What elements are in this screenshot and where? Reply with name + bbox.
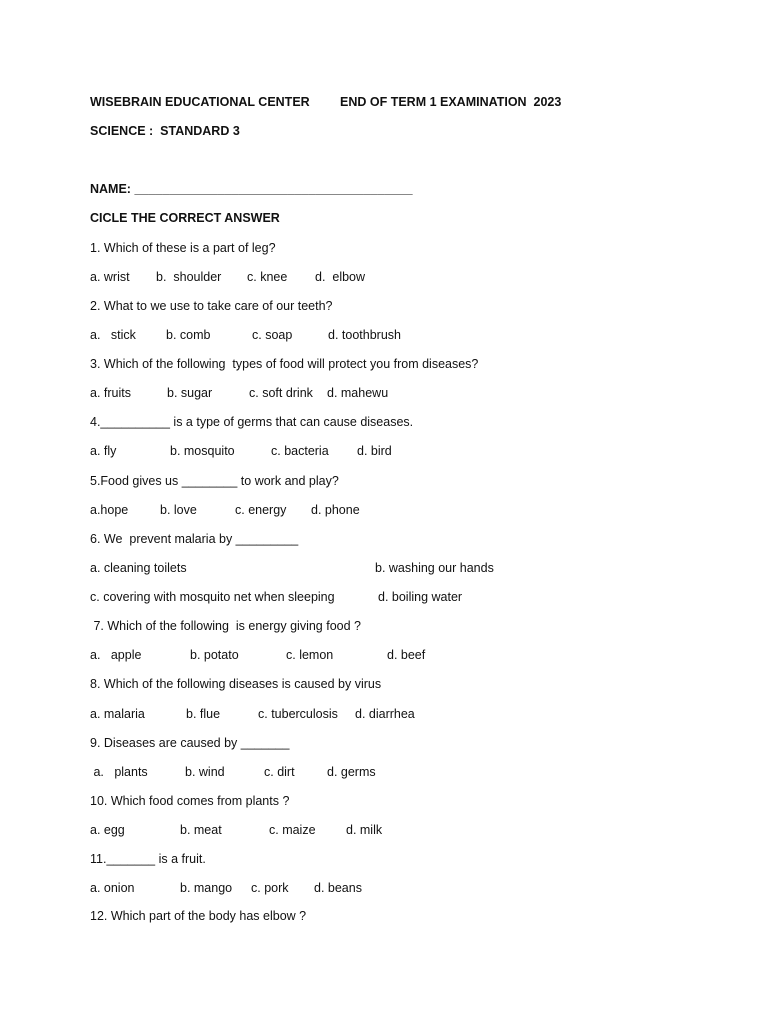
q10-option-c: c. maize (269, 823, 316, 837)
question-7: 7. Which of the following is energy giving food ? (90, 619, 361, 633)
question-9: 9. Diseases are caused by _______ (90, 736, 290, 750)
q8-option-b: b. flue (186, 707, 221, 721)
q11-option-b: b. mango (180, 881, 233, 895)
question-11: 11._______ is a fruit. (90, 852, 206, 866)
q6-option-d: d. boiling water (378, 590, 463, 604)
q9-option-c: c. dirt (264, 765, 295, 779)
q1-option-b: b. shoulder (156, 270, 222, 284)
subject-line: SCIENCE : STANDARD 3 (90, 124, 240, 138)
q10-option-a: a. egg (90, 823, 125, 837)
question-2: 2. What to we use to take care of our teeth? (90, 299, 333, 313)
q1-option-c: c. knee (247, 270, 288, 284)
q2-option-b: b. comb (166, 328, 211, 342)
q8-option-a: a. malaria (90, 707, 145, 721)
q2-option-c: c. soap (252, 328, 293, 342)
q3-option-d: d. mahewu (327, 386, 389, 400)
q7-option-a: a. apple (90, 648, 142, 662)
q11-option-a: a. onion (90, 881, 135, 895)
q4-option-a: a. fly (90, 444, 117, 458)
q4-option-d: d. bird (357, 444, 392, 458)
q7-option-c: c. lemon (286, 648, 334, 662)
q1-option-d: d. elbow (315, 270, 366, 284)
q3-option-b: b. sugar (167, 386, 213, 400)
question-10: 10. Which food comes from plants ? (90, 794, 290, 808)
question-4: 4.__________ is a type of germs that can cause diseases. (90, 415, 414, 429)
q9-option-b: b. wind (185, 765, 225, 779)
q9-option-a: a. plants (90, 765, 148, 779)
q6-option-c: c. covering with mosquito net when sleeping (90, 590, 335, 604)
q4-option-c: c. bacteria (271, 444, 329, 458)
q5-option-b: b. love (160, 503, 197, 517)
q8-option-c: c. tuberculosis (258, 707, 338, 721)
question-5: 5.Food gives us ________ to work and play? (90, 474, 339, 488)
q2-option-d: d. toothbrush (328, 328, 401, 342)
school-name: WISEBRAIN EDUCATIONAL CENTER (90, 95, 310, 109)
exam-title: END OF TERM 1 EXAMINATION 2023 (340, 95, 562, 109)
name-field-label: NAME: ________________________________________ (90, 182, 413, 196)
q3-option-c: c. soft drink (249, 386, 313, 400)
q4-option-b: b. mosquito (170, 444, 235, 458)
question-8: 8. Which of the following diseases is caused by virus (90, 677, 382, 691)
q6-option-b: b. washing our hands (375, 561, 494, 575)
question-6: 6. We prevent malaria by _________ (90, 532, 299, 546)
q10-option-d: d. milk (346, 823, 383, 837)
question-12: 12. Which part of the body has elbow ? (90, 909, 307, 923)
q1-option-a: a. wrist (90, 270, 130, 284)
q8-option-d: d. diarrhea (355, 707, 415, 721)
q10-option-b: b. meat (180, 823, 222, 837)
question-3: 3. Which of the following types of food will protect you from diseases? (90, 357, 479, 371)
q2-option-a: a. stick (90, 328, 136, 342)
instruction-heading: CICLE THE CORRECT ANSWER (90, 211, 280, 225)
question-1: 1. Which of these is a part of leg? (90, 241, 276, 255)
q5-option-d: d. phone (311, 503, 360, 517)
q6-option-a: a. cleaning toilets (90, 561, 187, 575)
q9-option-d: d. germs (327, 765, 376, 779)
q7-option-b: b. potato (190, 648, 239, 662)
q11-option-d: d. beans (314, 881, 362, 895)
q5-option-a: a.hope (90, 503, 129, 517)
q3-option-a: a. fruits (90, 386, 131, 400)
q11-option-c: c. pork (251, 881, 289, 895)
q7-option-d: d. beef (387, 648, 426, 662)
q5-option-c: c. energy (235, 503, 287, 517)
